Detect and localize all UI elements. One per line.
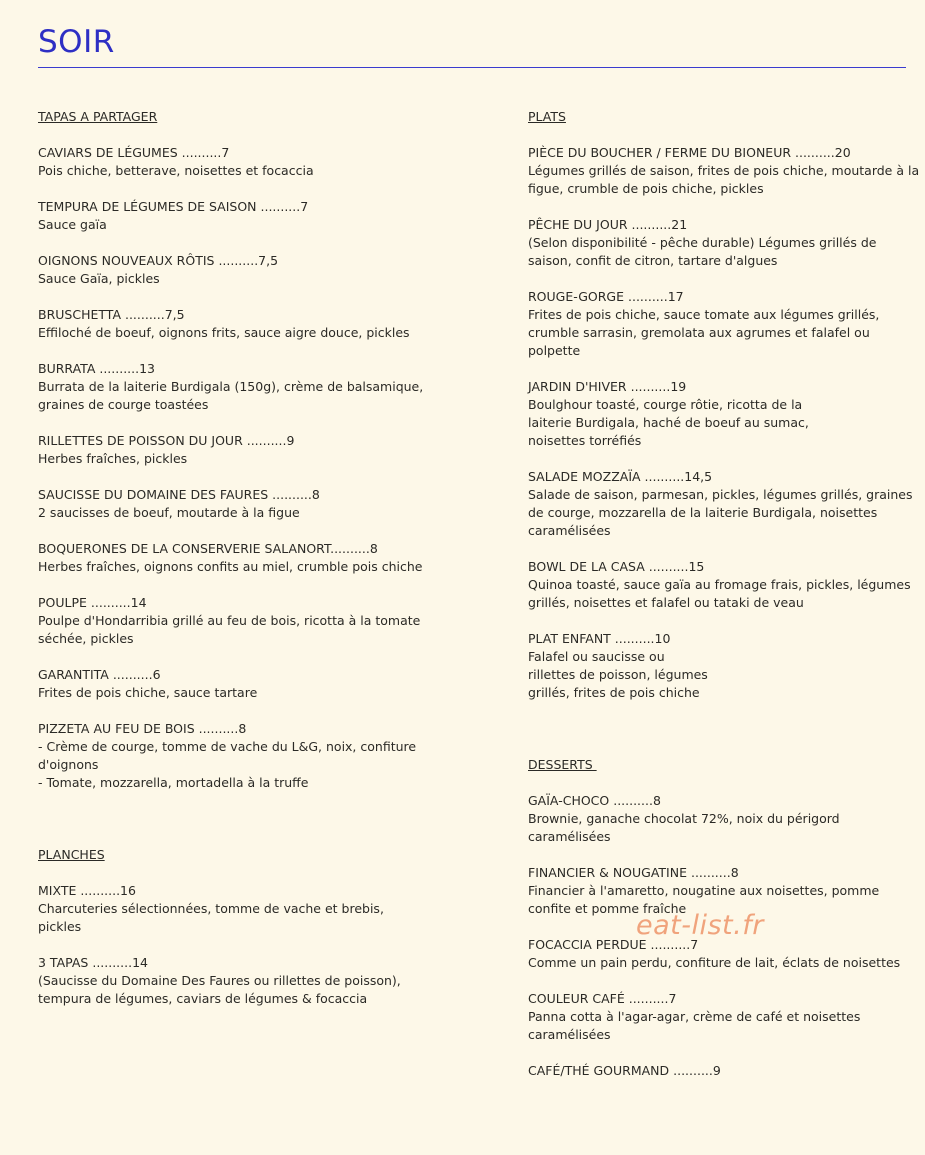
menu-item bbox=[38, 954, 408, 1008]
item-name: GARANTITA ..........6 bbox=[38, 667, 161, 682]
item-name: SALADE MOZZAÏA ..........14,5 bbox=[528, 469, 713, 484]
item-description: Brownie, ganache chocolat 72%, noix du périgord caramélisées bbox=[528, 811, 840, 844]
menu-item bbox=[38, 882, 408, 936]
menu-item bbox=[528, 468, 913, 540]
menu-item bbox=[528, 216, 900, 270]
item-name: RILLETTES DE POISSON DU JOUR ..........9 bbox=[38, 433, 295, 448]
item-description: Falafel ou saucisse ou rillettes de poisson, légumes grillés, frites de pois chiche bbox=[528, 649, 708, 700]
item-description: Pois chiche, betterave, noisettes et focaccia bbox=[38, 163, 314, 178]
item-name: CAVIARS DE LÉGUMES ..........7 bbox=[38, 145, 230, 160]
item-description: Burrata de la laiterie Burdigala (150g), crème de balsamique, graines de courge toastées bbox=[38, 379, 424, 412]
menu-item bbox=[528, 936, 900, 972]
title-divider bbox=[38, 67, 906, 68]
menu-item bbox=[38, 540, 423, 576]
item-description: Quinoa toasté, sauce gaïa au fromage frais, pickles, légumes grillés, noisettes et falafel ou tataki de veau bbox=[528, 577, 911, 610]
menu-item bbox=[38, 252, 408, 288]
menu-item bbox=[528, 630, 900, 702]
item-name: PIÈCE DU BOUCHER / FERME DU BIONEUR ..........20 bbox=[528, 145, 851, 160]
item-name: FINANCIER & NOUGATINE ..........8 bbox=[528, 865, 739, 880]
section-heading-planches: PLANCHES bbox=[38, 847, 105, 862]
item-description: Sauce gaïa bbox=[38, 217, 107, 232]
menu-item bbox=[528, 378, 900, 450]
item-description: Panna cotta à l'agar-agar, crème de café et noisettes caramélisées bbox=[528, 1009, 861, 1042]
item-description: Poulpe d'Hondarribia grillé au feu de bois, ricotta à la tomate séchée, pickles bbox=[38, 613, 421, 646]
menu-item bbox=[528, 990, 900, 1044]
menu-item bbox=[528, 144, 920, 198]
menu-item bbox=[38, 198, 408, 234]
menu-item bbox=[528, 288, 900, 360]
item-description: Frites de pois chiche, sauce tomate aux légumes grillés, crumble sarrasin, gremolata aux agrumes et falafel ou polpette bbox=[528, 307, 880, 358]
section-heading-plats: PLATS bbox=[528, 109, 566, 124]
item-description: Effiloché de boeuf, oignons frits, sauce aigre douce, pickles bbox=[38, 325, 410, 340]
item-description: Herbes fraîches, oignons confits au miel, crumble pois chiche bbox=[38, 559, 423, 574]
item-name: PIZZETA AU FEU DE BOIS ..........8 bbox=[38, 721, 247, 736]
item-description: Comme un pain perdu, confiture de lait, éclats de noisettes bbox=[528, 955, 901, 970]
item-name: BOWL DE LA CASA ..........15 bbox=[528, 559, 705, 574]
menu-item bbox=[38, 486, 408, 522]
item-description: Boulghour toasté, courge rôtie, ricotta de la laiterie Burdigala, haché de boeuf au sumac, noisettes torréfiés bbox=[528, 397, 809, 448]
item-description: Financier à l'amaretto, nougatine aux noisettes, pomme confite et pomme fraîche bbox=[528, 883, 880, 916]
item-name: POULPE ..........14 bbox=[38, 595, 147, 610]
item-description: - Crème de courge, tomme de vache du L&G, noix, confiture d'oignons - Tomate, mozzarella, mortadella à la truffe bbox=[38, 739, 417, 790]
menu-item bbox=[38, 306, 408, 342]
item-description: Herbes fraîches, pickles bbox=[38, 451, 188, 466]
item-name: SAUCISSE DU DOMAINE DES FAURES ..........8 bbox=[38, 487, 320, 502]
page-title: SOIR bbox=[38, 24, 115, 60]
item-description: (Selon disponibilité - pêche durable) Légumes grillés de saison, confit de citron, tartare d'algues bbox=[528, 235, 877, 268]
item-description: 2 saucisses de boeuf, moutarde à la figue bbox=[38, 505, 300, 520]
item-description: (Saucisse du Domaine Des Faures ou rillettes de poisson), tempura de légumes, caviars de légumes & focaccia bbox=[38, 973, 401, 1006]
item-name: BRUSCHETTA ..........7,5 bbox=[38, 307, 185, 322]
item-description: Frites de pois chiche, sauce tartare bbox=[38, 685, 258, 700]
section-heading-desserts: DESSERTS bbox=[528, 757, 597, 772]
menu-item bbox=[38, 666, 408, 702]
item-description: Charcuteries sélectionnées, tomme de vache et brebis, pickles bbox=[38, 901, 384, 934]
menu-item bbox=[38, 144, 408, 180]
menu-item bbox=[38, 720, 417, 792]
item-name: FOCACCIA PERDUE ..........7 bbox=[528, 937, 699, 952]
item-name: BURRATA ..........13 bbox=[38, 361, 155, 376]
item-description: Légumes grillés de saison, frites de pois chiche, moutarde à la figue, crumble de pois chiche, pickles bbox=[528, 163, 920, 196]
item-name: CAFÉ/THÉ GOURMAND ..........9 bbox=[528, 1063, 721, 1078]
item-name: PÊCHE DU JOUR ..........21 bbox=[528, 217, 688, 232]
menu-item bbox=[528, 1062, 900, 1080]
item-name: ROUGE-GORGE ..........17 bbox=[528, 289, 684, 304]
item-name: COULEUR CAFÉ ..........7 bbox=[528, 991, 677, 1006]
item-name: JARDIN D'HIVER ..........19 bbox=[528, 379, 687, 394]
menu-item bbox=[528, 792, 900, 846]
item-name: 3 TAPAS ..........14 bbox=[38, 955, 148, 970]
menu-item bbox=[38, 432, 408, 468]
item-name: TEMPURA DE LÉGUMES DE SAISON ..........7 bbox=[38, 199, 309, 214]
item-name: GAÏA-CHOCO ..........8 bbox=[528, 793, 661, 808]
menu-item bbox=[528, 558, 911, 612]
section-heading-tapas: TAPAS A PARTAGER bbox=[38, 109, 158, 124]
item-description: Salade de saison, parmesan, pickles, légumes grillés, graines de courge, mozzarella de la laiterie Burdigala, noisettes caramélisées bbox=[528, 487, 913, 538]
menu-item bbox=[38, 594, 421, 648]
item-name: MIXTE ..........16 bbox=[38, 883, 136, 898]
item-name: OIGNONS NOUVEAUX RÔTIS ..........7,5 bbox=[38, 253, 279, 268]
item-name: BOQUERONES DE LA CONSERVERIE SALANORT..........8 bbox=[38, 541, 378, 556]
item-name: PLAT ENFANT ..........10 bbox=[528, 631, 671, 646]
item-description: Sauce Gaïa, pickles bbox=[38, 271, 160, 286]
watermark: eat-list.fr bbox=[636, 910, 764, 941]
menu-item bbox=[38, 360, 424, 414]
